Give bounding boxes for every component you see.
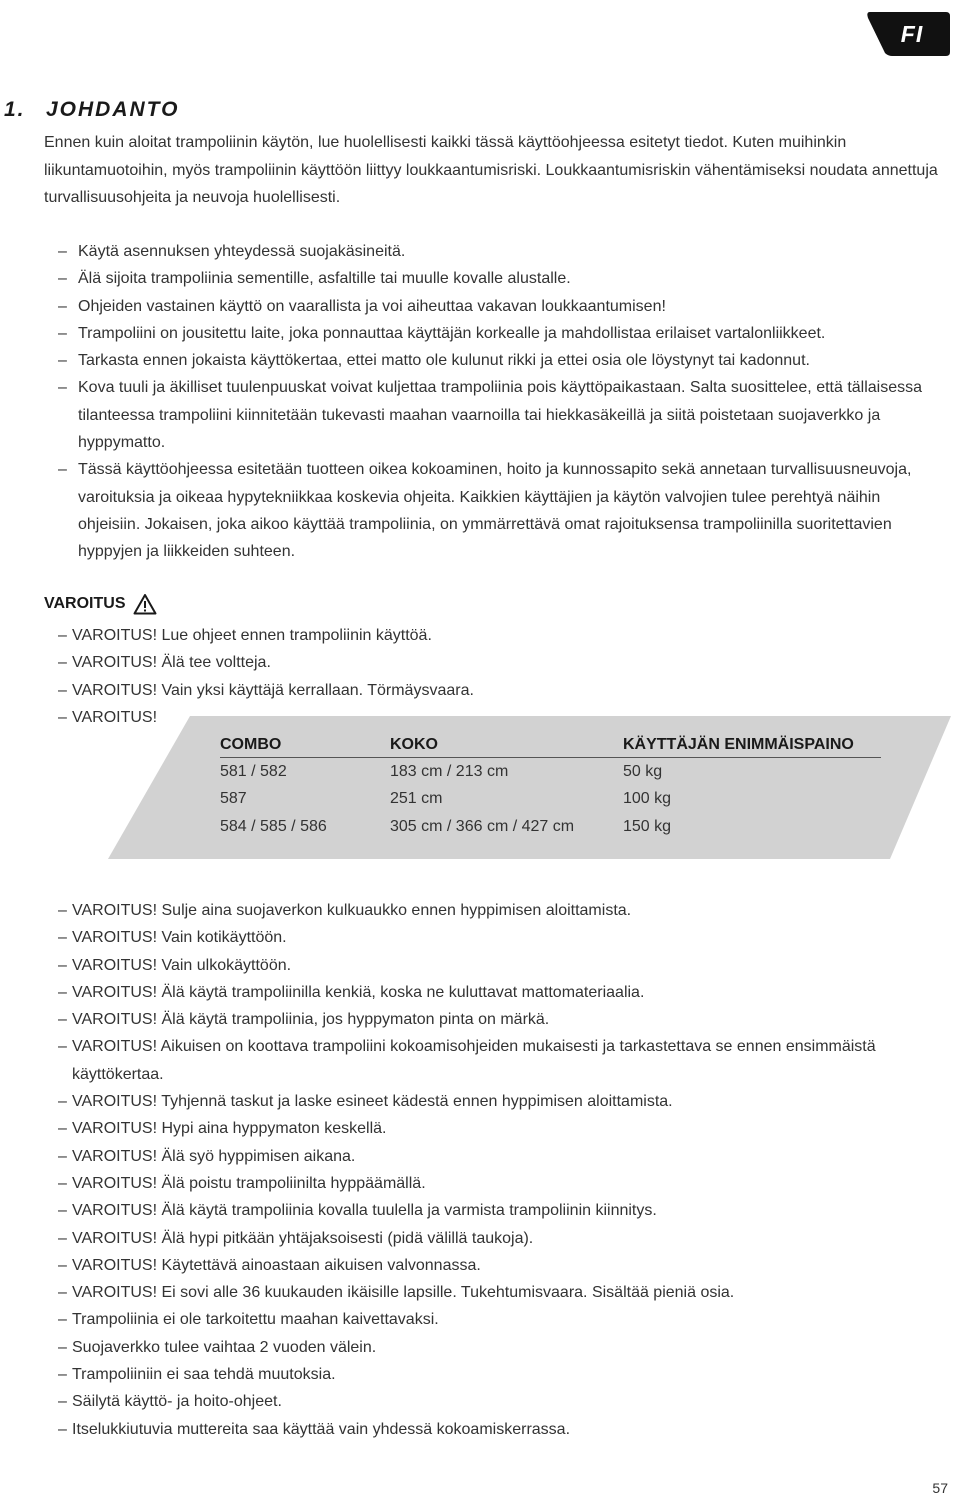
language-badge xyxy=(866,12,950,56)
warning-heading xyxy=(44,593,157,615)
list-item xyxy=(58,1143,938,1170)
dash-bullet: – xyxy=(58,1420,67,1438)
table-cell: 584 / 585 / 586 xyxy=(220,817,327,835)
table-row xyxy=(220,813,881,841)
dash-bullet: – xyxy=(58,1311,67,1329)
table-row xyxy=(220,758,881,786)
dash-bullet: – xyxy=(58,1038,67,1056)
list-item-text: VAROITUS! Älä poistu trampoliinilta hyppäämällä. xyxy=(72,1174,426,1192)
list-item xyxy=(58,979,938,1006)
table-header-size: KOKO xyxy=(390,732,623,758)
table-cell: 587 xyxy=(220,790,247,808)
dash-bullet: – xyxy=(58,983,67,1001)
list-item xyxy=(58,1088,938,1115)
section-number: 1. xyxy=(4,98,26,121)
dash-bullet: – xyxy=(58,1338,67,1356)
dash-bullet: – xyxy=(58,627,67,644)
dash-bullet: – xyxy=(58,1011,67,1029)
dash-bullet: – xyxy=(58,902,67,919)
list-item-text: VAROITUS! Älä käytä trampoliinia, jos hyppymaton pinta on märkä. xyxy=(72,1011,550,1029)
list-item-text: Tarkasta ennen jokaista käyttökertaa, ettei matto ole kulunut rikki ja ettei osia ole löystynyt tai kadonnut. xyxy=(78,352,810,370)
list-item xyxy=(58,1388,938,1415)
table-cell: 100 kg xyxy=(623,790,672,808)
section-title-text: JOHDANTO xyxy=(46,98,180,121)
list-item-text: VAROITUS! xyxy=(72,708,158,726)
list-item-text: Kova tuuli ja äkilliset tuulenpuuskat voivat kuljettaa trampoliinia pois käyttöpaikastaan. Salta suosittelee, että tällaisessa tilanteessa trampoliini kiinnitetään tukevasti maahan vaarnoilla tai hiekkasäkeillä ja siitä poistetaan suojaverkko ja hyppymatto. xyxy=(78,379,923,452)
dash-bullet: – xyxy=(58,1120,67,1138)
table-cell: 581 / 582 xyxy=(220,762,287,780)
list-item xyxy=(58,320,938,347)
table-cell: 150 kg xyxy=(623,817,672,835)
dash-bullet: – xyxy=(58,352,67,370)
list-item xyxy=(58,1252,938,1279)
list-item-text: VAROITUS! Vain yksi käyttäjä kerrallaan. Törmäysvaara. xyxy=(72,681,474,699)
table-row xyxy=(220,786,881,814)
list-item xyxy=(58,1170,938,1197)
list-item xyxy=(58,1334,938,1361)
intro-paragraph: Ennen kuin aloitat trampoliinin käytön, lue huolellisesti kaikki tässä käyttöohjeessa esitetyt tiedot. Kuten muihinkin liikuntamuotoihin, myös trampoliinin käyttöön liittyy loukkaantumisriski. Loukkaantumisriskin vähentämiseksi noudata annettuja turvallisuusohjeita ja neuvoja huolellisesti. xyxy=(44,134,938,206)
list-item-text: Säilytä käyttö- ja hoito-ohjeet. xyxy=(72,1393,282,1411)
warning-list-second xyxy=(58,897,938,1443)
list-item xyxy=(58,1361,938,1388)
dash-bullet: – xyxy=(58,1093,67,1111)
dash-bullet: – xyxy=(58,461,67,479)
list-item xyxy=(58,374,938,456)
list-item xyxy=(58,1197,938,1224)
list-item xyxy=(58,347,938,374)
list-item xyxy=(58,952,938,979)
dash-bullet: – xyxy=(58,1284,67,1302)
list-item-text: Älä sijoita trampoliinia sementille, asfaltille tai muulle kovalle alustalle. xyxy=(78,270,571,288)
dash-bullet: – xyxy=(58,243,67,260)
dash-bullet: – xyxy=(58,708,67,726)
dash-bullet: – xyxy=(58,929,67,947)
list-item xyxy=(58,924,938,951)
list-item-text: VAROITUS! Lue ohjeet ennen trampoliinin käyttöä. xyxy=(72,627,432,644)
list-item xyxy=(58,897,938,924)
list-item-text: VAROITUS! Aikuisen on koottava trampoliini kokoamisohjeiden mukaisesti ja tarkastettava se ennen ensimmäistä käyttökertaa. xyxy=(72,1038,876,1083)
list-item xyxy=(58,293,938,320)
list-item xyxy=(58,1416,938,1443)
list-item-text: Trampoliiniin ei saa tehdä muutoksia. xyxy=(72,1366,336,1384)
dash-bullet: – xyxy=(58,270,67,288)
dash-bullet: – xyxy=(58,1202,67,1220)
list-item-text: Käytä asennuksen yhteydessä suojakäsineitä. xyxy=(78,243,406,260)
table-cell: 305 cm / 366 cm / 427 cm xyxy=(390,817,575,835)
table-cell: 251 cm xyxy=(390,790,443,808)
list-item xyxy=(58,1115,938,1142)
list-item-text: VAROITUS! Ei sovi alle 36 kuukauden ikäisille lapsille. Tukehtumisvaara. Sisältää pieniä osia. xyxy=(72,1284,735,1302)
list-item xyxy=(58,265,938,292)
list-item xyxy=(58,1225,938,1252)
warning-heading-text: VAROITUS xyxy=(44,595,126,612)
table-header-combo: COMBO xyxy=(220,732,390,758)
warning-triangle-icon xyxy=(133,593,157,615)
list-item xyxy=(58,649,938,676)
list-item-text: VAROITUS! Sulje aina suojaverkon kulkuaukko ennen hyppimisen aloittamista. xyxy=(72,902,632,919)
list-item-text: VAROITUS! Vain kotikäyttöön. xyxy=(72,929,287,947)
list-item-text: VAROITUS! Käytettävä ainoastaan aikuisen valvonnassa. xyxy=(72,1256,481,1274)
list-item-text: Tässä käyttöohjeessa esitetään tuotteen oikea kokoaminen, hoito ja kunnossapito sekä annetaan turvallisuusneuvoja, varoituksia ja oikeaa hypytekniikkaa koskevia ohjeita. Kaikkien käyttäjien ja käytön valvojien tulee perehtyä näihin ohjeisiin. Jokaisen, joka aikoo käyttää trampoliinia, on ymmärrettävä omat rajoituksensa trampoliinilla suoritettavien hyppyjen ja liikkeiden suhteen. xyxy=(78,461,912,561)
intro-list xyxy=(58,238,938,566)
max-weight-table xyxy=(220,732,881,841)
dash-bullet: – xyxy=(58,681,67,699)
list-item-text: Trampoliini on jousitettu laite, joka ponnauttaa käyttäjän korkealle ja mahdollistaa erilaiset vartalonliikkeet. xyxy=(78,324,826,342)
list-item-text: VAROITUS! Tyhjennä taskut ja laske esineet kädestä ennen hyppimisen aloittamista. xyxy=(72,1093,673,1111)
list-item-text: VAROITUS! Hypi aina hyppymaton keskellä. xyxy=(72,1120,387,1138)
dash-bullet: – xyxy=(58,1366,67,1384)
list-item-text: VAROITUS! Älä käytä trampoliinia kovalla tuulella ja varmista trampoliinin kiinnitys. xyxy=(72,1202,657,1220)
list-item-text: Ohjeiden vastainen käyttö on vaarallista ja voi aiheuttaa vakavan loukkaantumisen! xyxy=(78,297,666,315)
list-item xyxy=(58,1033,938,1088)
list-item-text: VAROITUS! Älä tee voltteja. xyxy=(72,654,271,672)
list-item-text: VAROITUS! Älä syö hyppimisen aikana. xyxy=(72,1147,356,1165)
list-item-text: Suojaverkko tulee vaihtaa 2 vuoden välein. xyxy=(72,1338,377,1356)
dash-bullet: – xyxy=(58,297,67,315)
dash-bullet: – xyxy=(58,324,67,342)
list-item xyxy=(58,1279,938,1306)
language-label: FI xyxy=(900,21,924,47)
list-item xyxy=(58,238,938,265)
list-item xyxy=(58,1006,938,1033)
table-cell: 50 kg xyxy=(623,762,663,780)
list-item-text: VAROITUS! Älä hypi pitkään yhtäjaksoisesti (pidä välillä taukoja). xyxy=(72,1229,534,1247)
table-header-max-weight: KÄYTTÄJÄN ENIMMÄISPAINO xyxy=(623,732,881,758)
dash-bullet: – xyxy=(58,1256,67,1274)
table-cell: 183 cm / 213 cm xyxy=(390,762,509,780)
list-item xyxy=(58,1306,938,1333)
dash-bullet: – xyxy=(58,1174,67,1192)
dash-bullet: – xyxy=(58,956,67,974)
section-title xyxy=(4,98,179,122)
list-item-text: Trampoliinia ei ole tarkoitettu maahan kaivettavaksi. xyxy=(72,1311,439,1329)
list-item-text: VAROITUS! Vain ulkokäyttöön. xyxy=(72,956,292,974)
page-number: 57 xyxy=(932,1480,948,1496)
list-item xyxy=(58,456,938,565)
dash-bullet: – xyxy=(58,1147,67,1165)
list-item xyxy=(58,622,938,649)
dash-bullet: – xyxy=(58,379,67,397)
table-header-row xyxy=(220,732,881,758)
dash-bullet: – xyxy=(58,1229,67,1247)
dash-bullet: – xyxy=(58,654,67,672)
list-item-text: Itselukkiutuvia muttereita saa käyttää vain yhdessä kokoamiskerrassa. xyxy=(72,1420,571,1438)
dash-bullet: – xyxy=(58,1393,67,1411)
list-item-text: VAROITUS! Älä käytä trampoliinilla kenkiä, koska ne kuluttavat mattomateriaalia. xyxy=(72,983,645,1001)
list-item xyxy=(58,677,938,704)
